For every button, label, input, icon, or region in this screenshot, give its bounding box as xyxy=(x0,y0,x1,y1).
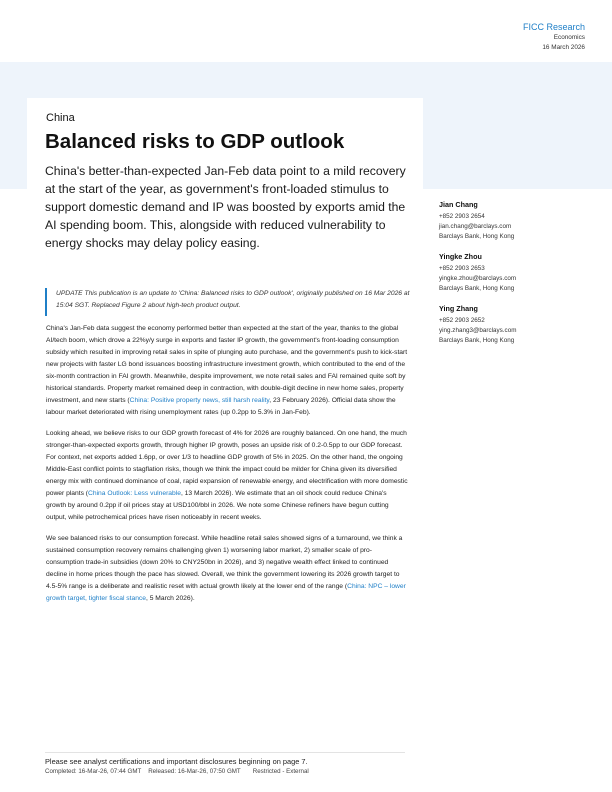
author-name: Jian Chang xyxy=(439,200,478,209)
brand-label: FICC Research xyxy=(522,22,585,32)
author-email-link[interactable]: jian.chang@barclays.com xyxy=(439,223,512,230)
page-footer xyxy=(45,752,405,777)
body-text xyxy=(46,323,408,614)
classification-label: Restricted - External xyxy=(252,768,309,775)
author-phone: +852 2903 2653 xyxy=(439,265,485,272)
authors-sidebar xyxy=(439,200,589,356)
author-card xyxy=(439,200,589,242)
paragraph-1 xyxy=(46,323,408,419)
report-header xyxy=(523,21,585,53)
author-firm: Barclays Bank, Hong Kong xyxy=(439,285,515,292)
update-note-text: UPDATE This publication is an update to 'China: Balanced risks to GDP outlook', originally published on 16 Mar 2026 at 15:04 SGT. Replaced Figure 2 about high-tech product output. xyxy=(56,290,410,309)
paragraph-3 xyxy=(46,533,408,605)
paragraph-2 xyxy=(46,428,408,524)
author-firm: Barclays Bank, Hong Kong xyxy=(439,233,515,240)
author-card xyxy=(439,304,589,346)
link-npc-growth-target[interactable]: China: NPC – lower growth target, tighter fiscal stance xyxy=(46,583,406,602)
author-card xyxy=(439,252,589,294)
paragraph-3-text-a: We see balanced risks to our consumption forecast. While headline retail sales showed signs of a turnaround, we think a sustained consumption recovery remains challenging given 1) worsening labor market, 2) smaller scale of pro-consumption trade-in subsidies (down 20% to CNY250bn in 2026), and 3) negative wealth effect linked to continued decline in home prices though the pace has slowed. Overall, we think the government lowering its 2026 growth target to 4.5-5% range is a deliberate and realistic reset with actual growth likely at the lower end of the range ( xyxy=(46,535,403,590)
author-email-link[interactable]: yingke.zhou@barclays.com xyxy=(439,275,517,282)
paragraph-3-text-b: , 5 March 2026). xyxy=(146,595,195,602)
paragraph-2-text-b: , 13 March 2026). We estimate that an oil shock could reduce China's growth by around 0.2pp if oil prices stay at USD100/bbl in 2026. We note some Chinese refiners have begun cutting output, while petrochemical prices have risen noticeably in recent weeks. xyxy=(46,490,389,521)
released-time: Released: 16-Mar-26, 07:50 GMT xyxy=(148,768,241,775)
paragraph-1-text-a: China's Jan-Feb data suggest the economy performed better than expected at the start of the year, thanks to the global AI/tech boom, which drove a 22%y/y surge in exports and faster IP growth, the government's front-loading consumption subsidy which resulted in improving retail sales in spite of plunging auto purchase, and the government's push to kick-start new projects with faster LG bond issuances boosting infrastructure investment growth, which contributed to the end of the six-month contraction in FAI growth. Meanwhile, despite improvement, we note retail sales and FAI remained quite soft by historical standards. Property market remained deep in contraction, with double-digit decline in new home sales, property investment, and new starts ( xyxy=(46,325,408,404)
main-panel xyxy=(27,98,423,738)
update-note xyxy=(45,288,410,316)
author-email-link[interactable]: ying.zhang3@barclays.com xyxy=(439,327,517,334)
author-phone: +852 2903 2654 xyxy=(439,213,485,220)
link-property-news[interactable]: China: Positive property news, still harsh reality xyxy=(129,397,270,404)
region-label: China xyxy=(46,112,75,124)
lede-summary: China's better-than-expected Jan-Feb data point to a mild recovery at the start of the year, as government's front-loaded stimulus to support domestic demand and IP was boosted by exports amid the AI spending boom. This, alongside with reduced vulnerability to energy shocks may delay policy easing. xyxy=(45,164,406,250)
page-title: Balanced risks to GDP outlook xyxy=(45,130,345,153)
section-label: Economics xyxy=(553,34,585,41)
author-firm: Barclays Bank, Hong Kong xyxy=(439,337,515,344)
report-date: 16 March 2026 xyxy=(542,44,585,51)
link-china-outlook[interactable]: China Outlook: Less vulnerable xyxy=(88,490,181,497)
release-meta xyxy=(45,767,405,777)
author-name: Yingke Zhou xyxy=(439,252,482,261)
author-name: Ying Zhang xyxy=(439,304,478,313)
completed-time: Completed: 16-Mar-26, 07:44 GMT xyxy=(45,768,142,775)
paragraph-1-text-b: , 23 February 2026). Official data show the labour market deteriorated with rising unemployment rates (up 0.2pp to 5.3% in Jan-Feb). xyxy=(46,397,396,416)
paragraph-2-text-a: Looking ahead, we believe risks to our GDP growth forecast of 4% for 2026 are roughly balanced. On one hand, the much stronger-than-expected exports growth, through higher IP growth, poses an upside risk of 0.2-0.5pp to our GDP forecast. For context, net exports added 1.6pp, or over 1/3 to headline GDP growth of 5% in 2025. On the other hand, the ongoing Middle-East conflict points to stagflation risks, though we think the impact could be milder for China given its diversified energy mix with continued dominance of coal, rapid expansion of renewable energy, and electrification with more domestic power plants ( xyxy=(46,430,408,497)
disclosure-note: Please see analyst certifications and important disclosures beginning on page 7. xyxy=(45,757,308,766)
author-phone: +852 2903 2652 xyxy=(439,317,485,324)
